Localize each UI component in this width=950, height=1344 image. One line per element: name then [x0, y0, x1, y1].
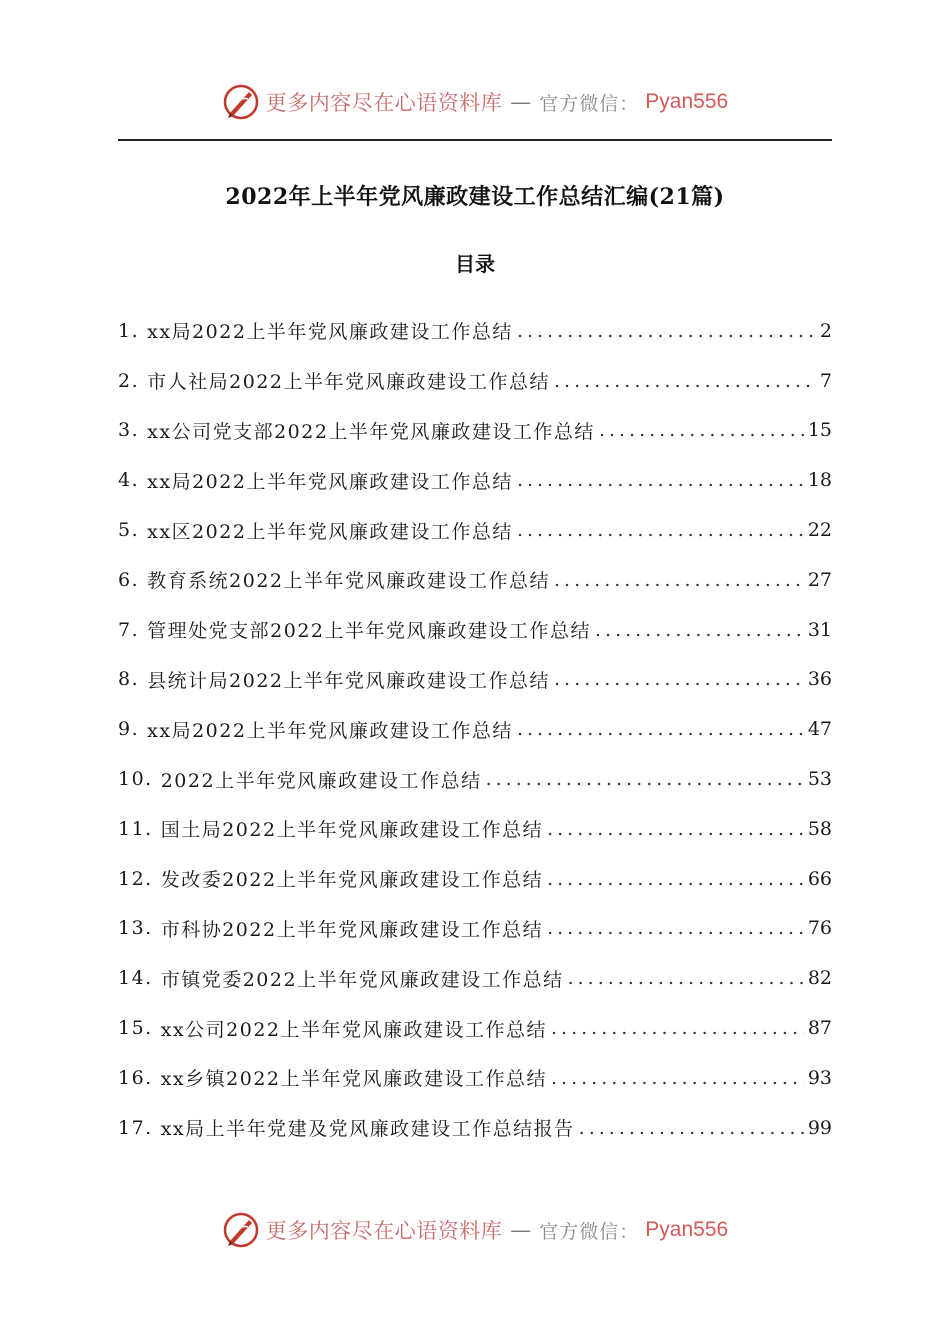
toc-item-page: 7 [819, 369, 832, 392]
toc-item-title: 市科协2022上半年党风廉政建设工作总结 [160, 918, 544, 941]
toc-item-title: xx局2022上半年党风廉政建设工作总结 [147, 470, 513, 493]
toc-item[interactable] [118, 804, 832, 854]
toc-item-page: 53 [807, 768, 832, 791]
toc-dot-leader [568, 967, 804, 989]
banner-dash: — [510, 90, 532, 114]
toc-item-title: 县统计局2022上半年党风廉政建设工作总结 [147, 669, 550, 692]
toc-dot-leader [554, 370, 816, 392]
banner-brand-text: 更多内容尽在心语资料库 [265, 91, 503, 115]
toc-dot-leader [517, 519, 804, 541]
toc-item-page: 27 [807, 568, 832, 591]
toc-item-page: 66 [807, 867, 832, 890]
toc-dot-leader [547, 818, 804, 840]
toc-dot-leader [517, 320, 816, 342]
toc-item-page: 31 [807, 618, 832, 641]
toc-item-number: 8. [118, 668, 140, 691]
toc-item-number: 2. [118, 369, 140, 392]
header-divider [118, 139, 832, 141]
toc-item-number: 12. [118, 867, 153, 890]
toc-item-title: 2022上半年党风廉政建设工作总结 [160, 769, 482, 792]
toc-dot-leader [554, 668, 804, 690]
toc-dot-leader [547, 868, 804, 890]
toc-item[interactable] [118, 406, 832, 456]
toc-item-title: 市人社局2022上半年党风廉政建设工作总结 [147, 371, 550, 394]
toc-item-page: 82 [807, 967, 832, 990]
toc-item[interactable] [118, 505, 832, 555]
banner-wechat-id: Pyan556 [645, 1218, 729, 1241]
toc-item-title: xx局2022上半年党风廉政建设工作总结 [147, 719, 513, 742]
toc-item-number: 4. [118, 469, 140, 492]
toc-item-page: 2 [819, 319, 832, 342]
toc-item-title: xx局上半年党建及党风廉政建设工作总结报告 [160, 1118, 575, 1141]
toc-item-title: 市镇党委2022上半年党风廉政建设工作总结 [160, 968, 564, 991]
toc-item-title: xx区2022上半年党风廉政建设工作总结 [147, 520, 513, 543]
toc-item-number: 1. [118, 319, 140, 342]
toc-item-number: 6. [118, 568, 140, 591]
toc-item-page: 47 [807, 718, 832, 741]
footer-banner [0, 1206, 950, 1254]
toc-item[interactable] [118, 555, 832, 605]
toc-item-page: 93 [807, 1066, 832, 1089]
toc-dot-leader [547, 917, 804, 939]
banner-wechat-label: 官方微信： [539, 92, 640, 115]
toc-dot-leader [551, 1067, 804, 1089]
toc-item[interactable] [118, 306, 832, 356]
toc-item[interactable] [118, 904, 832, 954]
toc-item[interactable] [118, 1053, 832, 1103]
toc-item-number: 17. [118, 1116, 153, 1139]
toc-item-page: 87 [807, 1017, 832, 1040]
banner-brand-text: 更多内容尽在心语资料库 [265, 1219, 503, 1243]
toc-dot-leader [517, 718, 804, 740]
banner-wechat-id: Pyan556 [645, 90, 729, 113]
pen-logo-icon [222, 83, 260, 121]
toc-item[interactable] [118, 1003, 832, 1053]
toc-dot-leader [554, 569, 804, 591]
header-banner [0, 78, 950, 126]
toc-dot-leader [551, 1017, 804, 1039]
toc-item-number: 13. [118, 917, 153, 940]
toc-item-title: 国土局2022上半年党风廉政建设工作总结 [160, 819, 544, 842]
toc-item-page: 18 [807, 469, 832, 492]
toc-dot-leader [579, 1117, 804, 1139]
toc-item[interactable] [118, 953, 832, 1003]
toc-item-number: 3. [118, 419, 140, 442]
toc-item-title: xx局2022上半年党风廉政建设工作总结 [147, 321, 513, 344]
toc-dot-leader [517, 469, 804, 491]
toc-item[interactable] [118, 1103, 832, 1153]
toc-item-title: 教育系统2022上半年党风廉政建设工作总结 [147, 570, 550, 593]
toc-item-page: 15 [807, 419, 832, 442]
toc-item-page: 58 [807, 817, 832, 840]
toc-item-title: xx公司2022上半年党风廉政建设工作总结 [160, 1018, 548, 1041]
toc-item-number: 11. [118, 817, 153, 840]
toc-dot-leader [599, 419, 804, 441]
toc-item[interactable] [118, 854, 832, 904]
table-of-contents [118, 306, 832, 1153]
toc-item-page: 22 [807, 519, 832, 542]
toc-item-page: 36 [807, 668, 832, 691]
pen-logo-icon [222, 1211, 260, 1249]
toc-item-title: xx公司党支部2022上半年党风廉政建设工作总结 [147, 420, 595, 443]
toc-item-title: xx乡镇2022上半年党风廉政建设工作总结 [160, 1068, 548, 1091]
toc-item-page: 76 [807, 917, 832, 940]
banner-dash: — [510, 1218, 532, 1242]
toc-item-number: 14. [118, 967, 153, 990]
toc-item-page: 99 [807, 1116, 832, 1139]
toc-item[interactable] [118, 356, 832, 406]
toc-item-number: 7. [118, 618, 140, 641]
toc-item-title: 管理处党支部2022上半年党风廉政建设工作总结 [147, 620, 591, 643]
banner-wechat-label: 官方微信： [539, 1220, 640, 1243]
toc-dot-leader [486, 768, 804, 790]
toc-item-number: 16. [118, 1066, 153, 1089]
toc-item[interactable] [118, 655, 832, 705]
toc-item[interactable] [118, 754, 832, 804]
toc-item-number: 9. [118, 718, 140, 741]
toc-dot-leader [595, 619, 804, 641]
toc-item-number: 15. [118, 1017, 153, 1040]
toc-item-number: 10. [118, 768, 153, 791]
toc-item[interactable] [118, 605, 832, 655]
toc-item-number: 5. [118, 519, 140, 542]
toc-item[interactable] [118, 704, 832, 754]
document-title: 2022年上半年党风廉政建设工作总结汇编(21篇) [225, 184, 725, 210]
toc-item[interactable] [118, 455, 832, 505]
toc-heading: 目录 [455, 252, 495, 276]
toc-item-title: 发改委2022上半年党风廉政建设工作总结 [160, 869, 544, 892]
